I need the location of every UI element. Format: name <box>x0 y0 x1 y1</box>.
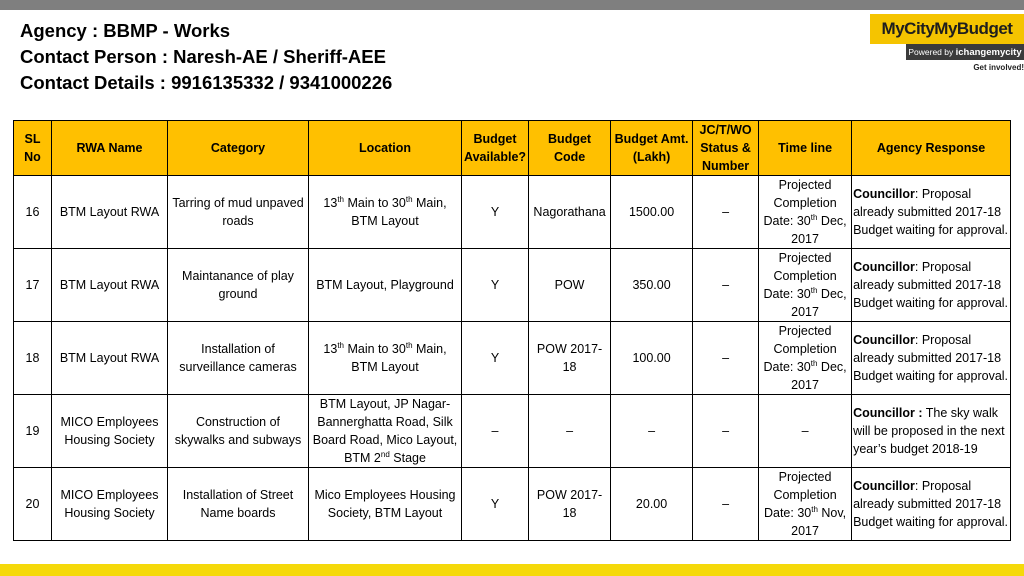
loc-part: Main to 30 <box>344 196 406 210</box>
cell-timeline <box>759 249 852 322</box>
cell-sl: 19 <box>14 395 52 468</box>
col-status: JC/T/WO Status & Number <box>693 121 759 176</box>
contact-details-line: Contact Details : 9916135332 / 9341000226 <box>20 72 393 93</box>
cell-response <box>852 468 1011 541</box>
cell-timeline <box>759 176 852 249</box>
tl-sup: th <box>810 212 818 222</box>
cell-budget-code: Nagorathana <box>529 176 611 249</box>
tl-sup: th <box>810 358 818 368</box>
cell-response <box>852 395 1011 468</box>
col-budget-amt: Budget Amt. (Lakh) <box>611 121 693 176</box>
resp-text: : Proposal already submitted 2017-18 Budget waiting for approval. <box>853 260 1009 310</box>
cell-budget-code: POW 2017-18 <box>529 468 611 541</box>
resp-label: Councillor : <box>853 406 923 420</box>
cell-rwa: MICO Employees Housing Society <box>52 468 168 541</box>
cell-budget-amt: 20.00 <box>611 468 693 541</box>
loc-sup: th <box>405 194 413 204</box>
tl-part: Dec, 2017 <box>791 214 847 246</box>
loc-part: 13 <box>323 342 338 356</box>
loc-part: Main, BTM Layout <box>351 342 447 374</box>
table-row <box>14 249 1011 322</box>
col-agency-response: Agency Response <box>852 121 1011 176</box>
tl-part: Projected Completion Date: 30 <box>763 251 837 301</box>
cell-rwa: BTM Layout RWA <box>52 176 168 249</box>
loc-part: 13 <box>323 196 338 210</box>
resp-label: Councillor <box>853 479 915 493</box>
resp-text: The sky walk will be proposed in the next year’s budget 2018-19 <box>853 406 1005 456</box>
mycitymybudget-logo <box>870 14 1024 74</box>
tl-sup: th <box>810 285 818 295</box>
resp-text: : Proposal already submitted 2017-18 Budget waiting for approval. <box>853 187 1009 237</box>
top-strip <box>0 0 1024 10</box>
col-rwa-name: RWA Name <box>52 121 168 176</box>
cell-sl: 17 <box>14 249 52 322</box>
tl-part: Projected Completion Date: 30 <box>763 178 837 228</box>
cell-budget-code: POW <box>529 249 611 322</box>
cell-timeline <box>759 468 852 541</box>
tl-part: Projected Completion Date: 30 <box>763 324 837 374</box>
cell-location: Mico Employees Housing Society, BTM Layout <box>309 468 462 541</box>
cell-location <box>309 322 462 395</box>
loc-sup: nd <box>380 449 390 459</box>
cell-budget-amt: 100.00 <box>611 322 693 395</box>
cell-location: BTM Layout, Playground <box>309 249 462 322</box>
cell-sl: 16 <box>14 176 52 249</box>
loc-sup: th <box>405 340 413 350</box>
tl-part: Nov, 2017 <box>791 506 847 538</box>
cell-budget-amt: – <box>611 395 693 468</box>
cell-timeline: – <box>759 395 852 468</box>
table-row <box>14 395 1011 468</box>
cell-category: Installation of Street Name boards <box>168 468 309 541</box>
slide-header <box>20 18 392 96</box>
cell-budget-available: – <box>462 395 529 468</box>
resp-text: : Proposal already submitted 2017-18 Budget waiting for approval. <box>853 479 1009 529</box>
cell-category: Tarring of mud unpaved roads <box>168 176 309 249</box>
tl-part: Dec, 2017 <box>791 360 847 392</box>
cell-rwa: BTM Layout RWA <box>52 322 168 395</box>
loc-sup: th <box>337 340 344 350</box>
table-header-row <box>14 121 1011 176</box>
table-row <box>14 322 1011 395</box>
cell-budget-code: POW 2017-18 <box>529 322 611 395</box>
tl-part: Dec, 2017 <box>791 287 847 319</box>
tl-part: Projected Completion Date: 30 <box>763 470 837 520</box>
cell-category: Construction of skywalks and subways <box>168 395 309 468</box>
col-location: Location <box>309 121 462 176</box>
loc-sup: th <box>337 194 344 204</box>
col-sl-no: SL No <box>14 121 52 176</box>
cell-category: Maintanance of play ground <box>168 249 309 322</box>
loc-part: Stage <box>389 451 426 465</box>
table-row <box>14 468 1011 541</box>
agency-line: Agency : BBMP - Works <box>20 20 231 41</box>
logo-tagline: Get involved! <box>973 63 1024 72</box>
table-row <box>14 176 1011 249</box>
cell-status: – <box>693 322 759 395</box>
loc-part: Main, BTM Layout <box>351 196 447 228</box>
cell-location <box>309 395 462 468</box>
logo-name: MyCityMyBudget <box>870 14 1024 44</box>
logo-powered-label: Powered by <box>908 47 954 57</box>
cell-status: – <box>693 176 759 249</box>
resp-text: : Proposal already submitted 2017-18 Budget waiting for approval. <box>853 333 1009 383</box>
cell-budget-available: Y <box>462 322 529 395</box>
cell-budget-available: Y <box>462 468 529 541</box>
cell-budget-available: Y <box>462 176 529 249</box>
cell-budget-amt: 1500.00 <box>611 176 693 249</box>
cell-status: – <box>693 468 759 541</box>
works-table <box>13 120 1011 541</box>
cell-rwa: MICO Employees Housing Society <box>52 395 168 468</box>
cell-sl: 18 <box>14 322 52 395</box>
resp-label: Councillor <box>853 333 915 347</box>
resp-label: Councillor <box>853 187 915 201</box>
cell-timeline <box>759 322 852 395</box>
cell-status: – <box>693 395 759 468</box>
cell-sl: 20 <box>14 468 52 541</box>
loc-part: Main to 30 <box>344 342 406 356</box>
logo-partner: ichangemycity <box>955 47 1022 58</box>
col-budget-code: Budget Code <box>529 121 611 176</box>
col-timeline: Time line <box>759 121 852 176</box>
cell-budget-amt: 350.00 <box>611 249 693 322</box>
col-budget-available: Budget Available? <box>462 121 529 176</box>
cell-budget-code: – <box>529 395 611 468</box>
cell-response <box>852 249 1011 322</box>
resp-label: Councillor <box>853 260 915 274</box>
logo-powered-by <box>906 44 1024 60</box>
cell-response <box>852 322 1011 395</box>
contact-person-line: Contact Person : Naresh-AE / Sheriff-AEE <box>20 46 386 67</box>
cell-rwa: BTM Layout RWA <box>52 249 168 322</box>
cell-category: Installation of surveillance cameras <box>168 322 309 395</box>
cell-response <box>852 176 1011 249</box>
col-category: Category <box>168 121 309 176</box>
cell-status: – <box>693 249 759 322</box>
bottom-strip <box>0 564 1024 576</box>
cell-location <box>309 176 462 249</box>
loc-part: BTM Layout, JP Nagar-Bannerghatta Road, Silk Board Road, Mico Layout, BTM 2 <box>312 397 458 465</box>
cell-budget-available: Y <box>462 249 529 322</box>
tl-sup: th <box>811 504 818 514</box>
